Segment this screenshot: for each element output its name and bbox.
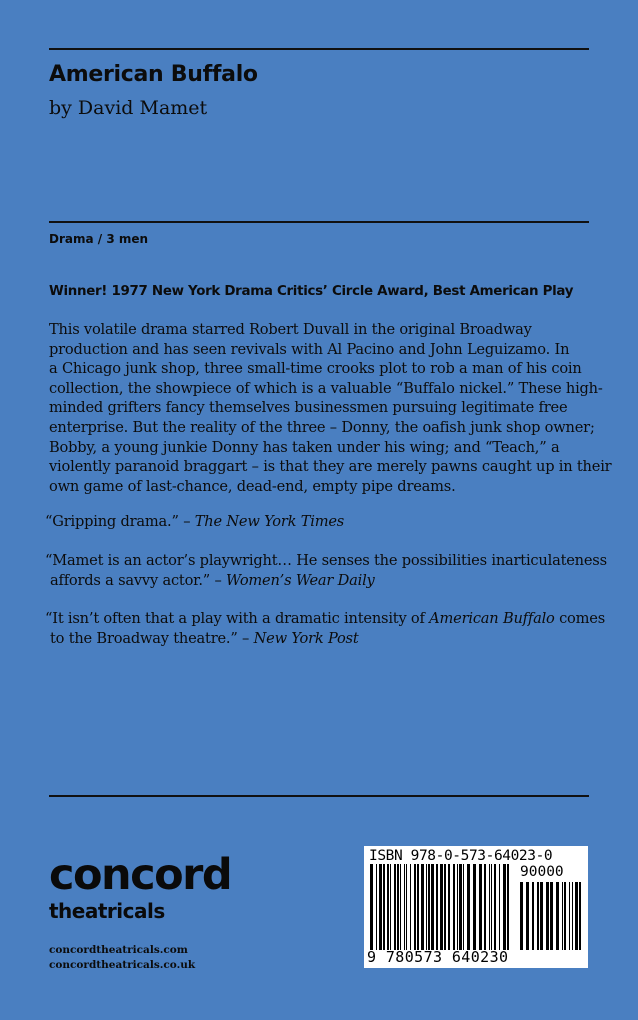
barcode-bar [379,864,382,950]
barcode-bar [507,864,509,950]
barcode-bar [494,864,496,950]
barcode-bar [463,864,464,950]
quote-line [45,571,605,591]
barcode-bar [376,864,377,950]
blurb-line: This volatile drama starred Robert Duvall in the original Broadway [49,321,532,338]
blurb-line: own game of last-chance, dead-end, empty pipe dreams. [49,477,456,495]
barcode-bar [540,882,543,950]
barcode-bar [484,864,486,950]
top-divider [49,48,589,50]
barcode-bar [556,882,559,950]
quote-source: New York Post [253,629,359,647]
quote-line: “Mamet is an actor’s playwright… He senses the possibilities inarticulateness [45,552,607,569]
description-blurb [49,320,612,496]
barcode-bar [532,882,534,950]
barcode-bar [489,864,490,950]
barcode-bar [569,882,570,950]
barcode-digits: 9 780573 640230 [367,948,509,966]
quote-text: comes [554,610,605,627]
press-quote-nyt [45,512,605,532]
barcode-bar [417,864,419,950]
publisher-logo [49,852,231,922]
blurb-line: enterprise. But the reality of the three – Donny, the oafish junk shop owner; [49,418,595,436]
quote-text: affords a savvy actor.” – [50,571,227,589]
quote-line [45,629,605,649]
barcode-bar [537,882,539,950]
barcode-bar [526,882,529,950]
barcode-bar [370,864,373,950]
barcode-bar [387,864,389,950]
footer-divider [49,795,589,797]
isbn-text: ISBN 978-0-573-64023-0 [369,848,553,864]
quote-text: to the Broadway theatre.” – [50,629,254,647]
barcode-bars-icon [370,864,510,950]
barcode-bar [499,864,500,950]
logo-wordmark: concord [49,850,232,900]
barcode-bar [503,864,506,950]
blurb-line: minded grifters fancy themselves businessmen pursuing legitimate free [49,399,568,417]
blurb-line: Bobby, a young junkie Donny has taken under his wing; and “Teach,” a [49,438,560,456]
cast-category: Drama / 3 men [49,232,149,246]
barcode-bar [390,864,391,950]
barcode-bar [520,882,523,950]
quote-text: “It isn’t often that a play with a dramatic intensity of [45,610,430,627]
quote-line [45,512,605,532]
award-line: Winner! 1977 New York Drama Critics’ Circle Award, Best American Play [49,284,574,299]
barcode-bar [453,864,455,950]
quote-source: The New York Times [194,513,345,530]
barcode-bar [444,864,446,950]
barcode-bar [575,882,578,950]
barcode-bar [397,864,399,950]
barcode-bar [440,864,443,950]
barcode-bar [421,864,424,950]
barcode-bar [467,864,470,950]
press-quote-wwd [45,551,605,590]
barcode-bar [479,864,482,950]
quote-text: “Gripping drama.” – [45,513,195,530]
barcode-bar [436,864,438,950]
category-divider [49,221,589,223]
barcode-bar [564,882,566,950]
quote-play-title: American Buffalo [429,610,555,627]
barcode-bar [572,882,573,950]
barcode-bar [459,864,462,950]
barcode-bar [410,864,411,950]
blurb-line: violently paranoid braggart – is that they are merely pawns caught up in their [49,458,612,476]
quote-source: Women’s Wear Daily [226,571,375,589]
website-link[interactable]: concordtheatricals.com [49,944,188,956]
quote-line [45,609,605,629]
price-barcode-bars-icon [520,882,584,950]
barcode-bar [579,882,581,950]
barcode-bar [414,864,416,950]
barcode-bar [428,864,430,950]
blurb-line: a Chicago junk shop, three small-time crooks plot to rob a man of his coin [49,360,582,378]
barcode-bar [491,864,492,950]
barcode-bar [400,864,401,950]
price-code: 90000 [520,864,564,880]
barcode-bar [546,882,549,950]
barcode-bar [404,864,405,950]
barcode-bar [406,864,407,950]
press-quote-post [45,609,605,648]
book-title: American Buffalo [49,62,258,87]
barcode-bar [448,864,450,950]
publisher-urls [49,943,195,973]
blurb-line: collection, the showpiece of which is a valuable “Buffalo nickel.” These high- [49,379,603,397]
barcode-bar [383,864,385,950]
barcode-bar [550,882,553,950]
barcode-bar [394,864,396,950]
barcode-bar [473,864,476,950]
website-link[interactable]: concordtheatricals.co.uk [49,959,196,971]
isbn-barcode [364,846,588,968]
blurb-line: production and has seen revivals with Al Pacino and John Leguizamo. In [49,340,570,358]
barcode-bar [562,882,563,950]
barcode-bar [426,864,427,950]
book-author: by David Mamet [49,97,208,119]
barcode-bar [457,864,458,950]
barcode-bar [431,864,434,950]
logo-subtitle: theatricals [49,899,165,923]
